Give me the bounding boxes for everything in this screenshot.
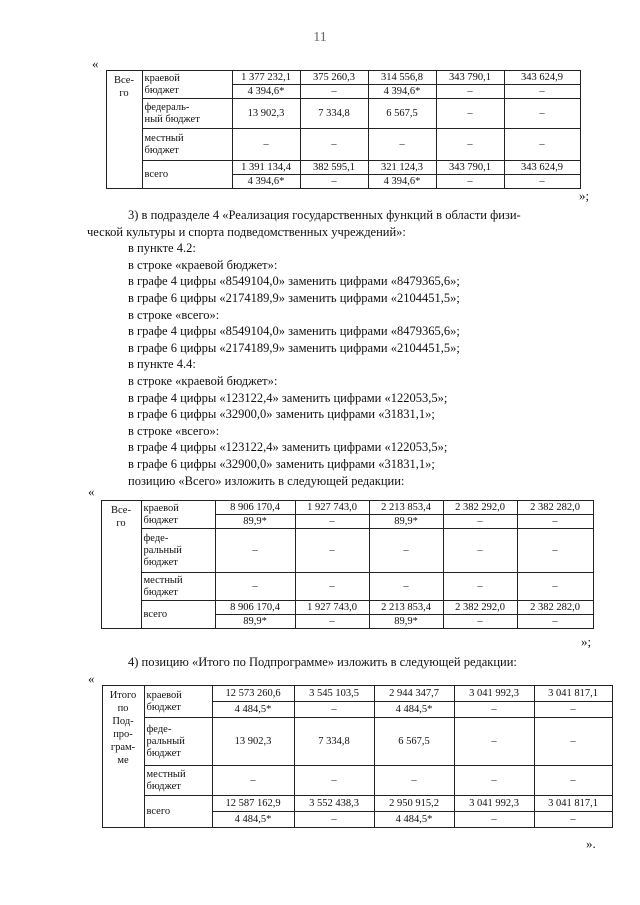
position-name-line: Все- [114, 75, 134, 86]
table-row [84, 718, 612, 766]
amount-cell: 3 041 817,1 [534, 686, 612, 702]
amount-cell-footnote: – [294, 812, 374, 828]
amount-cell-footnote: – [443, 615, 517, 629]
blank-column [84, 686, 102, 828]
amount-cell: 382 595,1 [300, 161, 368, 175]
amount-cell: – [294, 766, 374, 796]
position-name-line: про- [113, 729, 133, 740]
close-quote: »; [579, 188, 590, 203]
text-line: в графе 4 цифры «8549104,0» заменить цифрами «8479365,6»; [128, 324, 460, 339]
position-name-line: го [116, 518, 126, 529]
amount-cell: – [443, 573, 517, 601]
position-name-line: Итого [109, 690, 137, 701]
table-row [86, 529, 593, 573]
amount-cell: – [212, 766, 294, 796]
amount-cell: 3 041 992,3 [454, 686, 534, 702]
amount-cell-footnote: 89,9* [369, 515, 443, 529]
amount-cell-footnote: – [454, 812, 534, 828]
amount-cell: 8 906 170,4 [215, 501, 295, 515]
amount-cell: 2 382 292,0 [443, 601, 517, 615]
label-line: ный бюджет [144, 113, 200, 125]
amount-cell: 2 382 282,0 [517, 601, 593, 615]
amount-cell: 2 213 853,4 [369, 601, 443, 615]
amount-cell: 343 624,9 [504, 161, 580, 175]
amount-cell: 321 124,3 [368, 161, 436, 175]
amount-cell-footnote: 4 484,5* [374, 812, 454, 828]
budget-source-label [142, 99, 232, 129]
table-row [84, 766, 612, 796]
label-line: местный [146, 768, 186, 780]
label-line: бюджет [143, 556, 178, 568]
text-line: в строке «всего»: [128, 307, 220, 322]
amount-cell-footnote: – [436, 85, 504, 99]
label-line: местный [144, 132, 184, 144]
item-4-text: 4) позицию «Итого по Подпрограмме» изложить в следующей редакции: [128, 655, 517, 669]
amount-cell: 12 573 260,6 [212, 686, 294, 702]
amount-cell: 3 552 438,3 [294, 796, 374, 812]
amount-cell: – [374, 766, 454, 796]
table-row [86, 501, 593, 515]
amount-cell: – [436, 129, 504, 161]
label-line: ральный [146, 735, 185, 747]
amount-cell: 1 927 743,0 [295, 601, 369, 615]
amount-cell: – [215, 529, 295, 573]
amount-cell-footnote: – [443, 515, 517, 529]
amount-cell-footnote: 89,9* [369, 615, 443, 629]
amount-cell: 375 260,3 [300, 71, 368, 85]
label-line: краевой [143, 502, 179, 514]
amount-cell-footnote: – [300, 175, 368, 189]
label-line: бюджет [146, 780, 181, 792]
budget-source-label [141, 573, 215, 601]
amount-cell: 13 902,3 [212, 718, 294, 766]
amount-cell: – [454, 718, 534, 766]
budget-source-label [141, 601, 215, 629]
amount-cell: 6 567,5 [368, 99, 436, 129]
open-quote: « [92, 56, 99, 71]
budget-source-label [142, 71, 232, 99]
amount-cell: 343 790,1 [436, 71, 504, 85]
amount-cell-footnote: 4 484,5* [212, 812, 294, 828]
table-row [88, 71, 580, 85]
amount-cell: 2 213 853,4 [369, 501, 443, 515]
table-row [84, 796, 612, 812]
label-line: краевой [146, 689, 182, 701]
amount-cell: 1 377 232,1 [232, 71, 300, 85]
close-quote: ». [586, 836, 596, 851]
amount-cell: 12 587 162,9 [212, 796, 294, 812]
amount-cell-footnote: – [454, 702, 534, 718]
page-number: 11 [313, 30, 327, 45]
amount-cell-footnote: – [300, 85, 368, 99]
amount-cell-footnote: 4 394,6* [368, 175, 436, 189]
table-row [88, 161, 580, 175]
label-line: феде- [143, 532, 169, 544]
text-line: в пункте 4.4: [128, 357, 196, 372]
amount-cell: 1 391 134,4 [232, 161, 300, 175]
blank-column [86, 501, 101, 629]
label-line: бюджет [143, 514, 178, 526]
label-line: федераль- [144, 101, 190, 113]
amount-cell: – [436, 99, 504, 129]
amount-cell: – [454, 766, 534, 796]
amount-cell-footnote: – [295, 515, 369, 529]
amount-cell: 1 927 743,0 [295, 501, 369, 515]
text-line: позицию «Всего» изложить в следующей редакции: [128, 473, 405, 488]
position-name-line: ме [117, 755, 129, 766]
label-line: бюджет [143, 586, 178, 598]
text-line: в графе 6 цифры «2174189,9» заменить цифрами «2104451,5»; [128, 290, 460, 305]
position-name-line: Все- [111, 505, 131, 516]
open-quote: « [88, 484, 95, 499]
amount-cell: – [534, 718, 612, 766]
budget-source-label [144, 686, 212, 718]
amount-cell: 2 944 347,7 [374, 686, 454, 702]
amount-cell: – [443, 529, 517, 573]
amount-cell: 2 950 915,2 [374, 796, 454, 812]
amount-cell: – [295, 573, 369, 601]
text-line: в строке «краевой бюджет»: [128, 257, 278, 272]
text-line: 3) в подразделе 4 «Реализация государственных функций в области физи- [128, 208, 521, 222]
position-name [102, 686, 144, 828]
label-line: местный [143, 574, 183, 586]
amount-cell: – [369, 529, 443, 573]
label-line: бюджет [146, 747, 181, 759]
label-line: бюджет [146, 701, 181, 713]
budget-source-label [144, 796, 212, 828]
table-row [86, 601, 593, 615]
text-line: в строке «всего»: [128, 423, 220, 438]
text-line: в графе 4 цифры «123122,4» заменить цифрами «122053,5»; [128, 390, 448, 405]
amount-cell: 2 382 282,0 [517, 501, 593, 515]
amount-cell-footnote: – [294, 702, 374, 718]
budget-source-label [141, 501, 215, 529]
amount-cell-footnote: 89,9* [215, 615, 295, 629]
label-line: всего [143, 608, 168, 620]
label-line: краевой [144, 72, 180, 84]
position-name-line: по [117, 703, 129, 714]
amount-cell-footnote: 89,9* [215, 515, 295, 529]
budget-source-label [144, 766, 212, 796]
amount-cell: – [504, 129, 580, 161]
amount-cell: 13 902,3 [232, 99, 300, 129]
budget-source-label [142, 161, 232, 189]
amount-cell: 343 790,1 [436, 161, 504, 175]
amount-cell: – [215, 573, 295, 601]
amount-cell: – [300, 129, 368, 161]
amount-cell-footnote: 4 484,5* [374, 702, 454, 718]
table-row [84, 686, 612, 702]
position-name [101, 501, 141, 629]
amount-cell-footnote: – [504, 175, 580, 189]
close-quote: »; [581, 634, 592, 649]
amount-cell-footnote: 4 484,5* [212, 702, 294, 718]
budget-table-total-2 [86, 500, 594, 629]
amount-cell: – [369, 573, 443, 601]
label-line: бюджет [144, 144, 179, 156]
position-name [106, 71, 142, 189]
amount-cell-footnote: – [504, 85, 580, 99]
amount-cell: – [534, 766, 612, 796]
amount-cell-footnote: – [534, 702, 612, 718]
label-line: всего [144, 168, 169, 180]
amount-cell-footnote: – [517, 615, 593, 629]
text-line: ческой культуры и спорта подведомственных учреждений»: [87, 224, 406, 239]
text-line: в графе 6 цифры «32900,0» заменить цифрами «31831,1»; [128, 456, 435, 471]
amount-cell-footnote: – [517, 515, 593, 529]
text-line: в строке «краевой бюджет»: [128, 373, 278, 388]
amount-cell-footnote: – [295, 615, 369, 629]
amount-cell: – [295, 529, 369, 573]
amount-cell-footnote: – [436, 175, 504, 189]
label-line: всего [146, 805, 171, 817]
budget-table-total-1 [88, 70, 581, 189]
table-row [88, 129, 580, 161]
amount-cell: 3 545 103,5 [294, 686, 374, 702]
position-name-line: Под- [112, 716, 134, 727]
amount-cell: 314 556,8 [368, 71, 436, 85]
amount-cell: – [517, 529, 593, 573]
amount-cell: 3 041 817,1 [534, 796, 612, 812]
text-line: в графе 4 цифры «8549104,0» заменить цифрами «8479365,6»; [128, 274, 460, 289]
text-line: в графе 6 цифры «2174189,9» заменить цифрами «2104451,5»; [128, 340, 460, 355]
open-quote: « [88, 671, 95, 686]
table-row [86, 573, 593, 601]
table-row [88, 99, 580, 129]
position-name-line: грам- [110, 742, 136, 753]
amount-cell-footnote: 4 394,6* [232, 175, 300, 189]
budget-source-label [144, 718, 212, 766]
text-line: в графе 6 цифры «32900,0» заменить цифрами «31831,1»; [128, 407, 435, 422]
amount-cell: 7 334,8 [300, 99, 368, 129]
budget-source-label [142, 129, 232, 161]
amount-cell: 3 041 992,3 [454, 796, 534, 812]
amendment-text [87, 207, 592, 489]
amount-cell: 6 567,5 [374, 718, 454, 766]
amount-cell: – [517, 573, 593, 601]
text-line: в пункте 4.2: [128, 241, 196, 256]
text-line: в графе 4 цифры «123122,4» заменить цифрами «122053,5»; [128, 440, 448, 455]
label-line: феде- [146, 723, 172, 735]
blank-column [88, 71, 106, 189]
amount-cell-footnote: 4 394,6* [368, 85, 436, 99]
amount-cell: 7 334,8 [294, 718, 374, 766]
label-line: бюджет [144, 84, 179, 96]
amount-cell-footnote: – [534, 812, 612, 828]
amount-cell: 8 906 170,4 [215, 601, 295, 615]
amount-cell: – [368, 129, 436, 161]
budget-table-subprogram [84, 685, 613, 828]
budget-source-label [141, 529, 215, 573]
amount-cell: 2 382 292,0 [443, 501, 517, 515]
position-name-line: го [119, 88, 129, 99]
amount-cell: – [232, 129, 300, 161]
amount-cell: 343 624,9 [504, 71, 580, 85]
amount-cell-footnote: 4 394,6* [232, 85, 300, 99]
amount-cell: – [504, 99, 580, 129]
label-line: ральный [143, 544, 182, 556]
